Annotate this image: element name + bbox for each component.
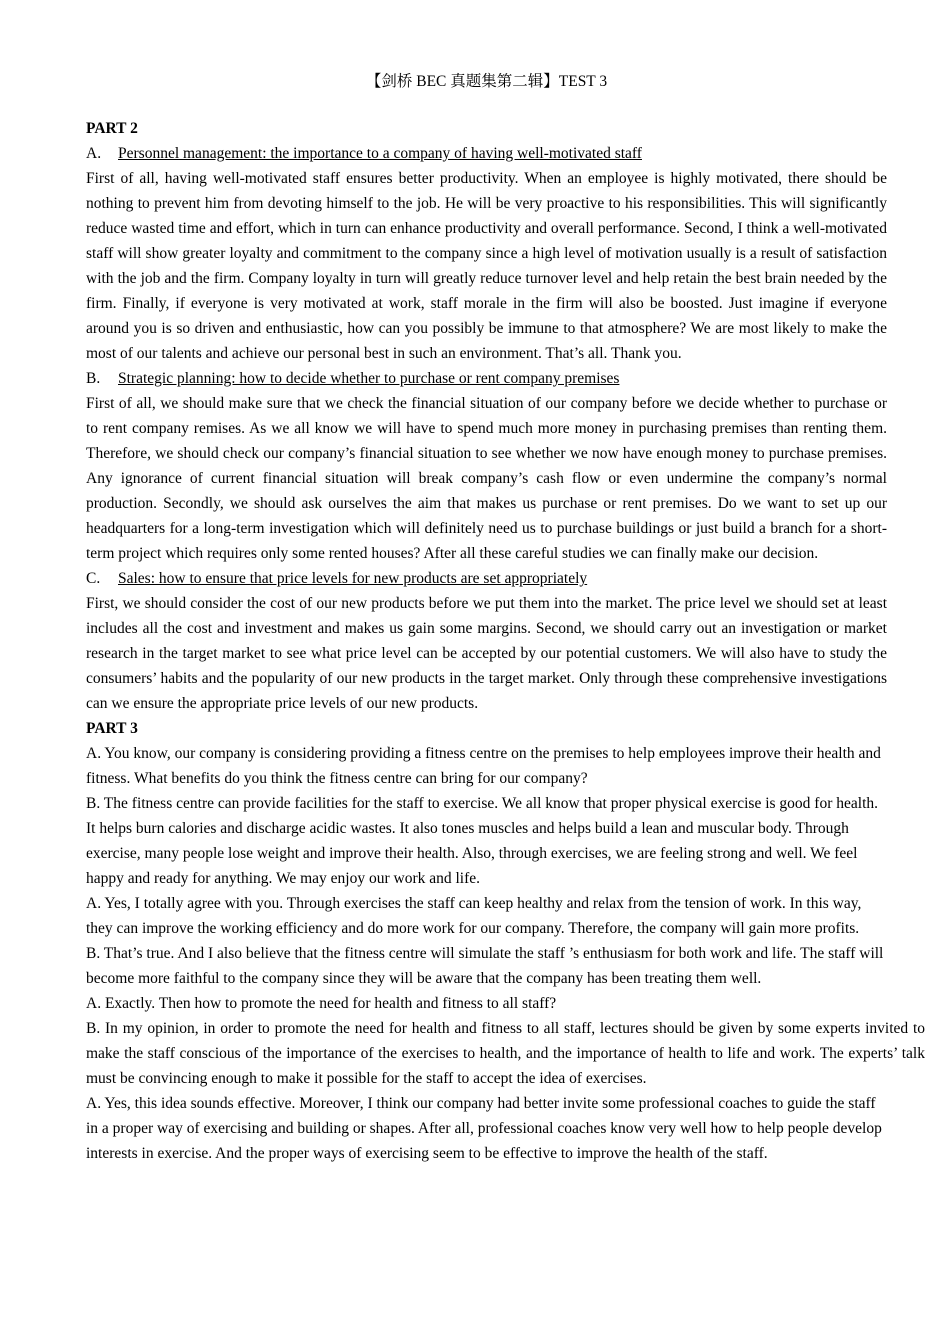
- topic-title: Sales: how to ensure that price levels for new products are set appropriately: [118, 570, 588, 587]
- dialogue-line: B. The fitness centre can provide facilities for the staff to exercise. We all know that proper physical exercise is good for health. It helps burn calories and discharge acidic wastes. It also tones muscles and helps build a lean and muscular body. Through exercise, many people lose weight and improve their health. Also, through exercises, we are feeling strong and well. We feel happy and ready for anything. We may enjoy our work and life.: [86, 795, 878, 887]
- part2-topic-a: [86, 141, 887, 166]
- part2-heading: PART 2: [86, 120, 138, 137]
- dialogue-line: B. In my opinion, in order to promote the need for health and fitness to all staff, lectures should be given by some experts invited to make the staff conscious of the importance of the exercises to health, and the importance of health to life and work. The experts’ talk must be convincing enough to make it possible for the staff to accept the idea of exercises.: [86, 1020, 925, 1087]
- part2-answer-c: First, we should consider the cost of our new products before we put them into the market. The price level we should set at least includes all the cost and investment and makes us gain some margins. Second, we should carry out an investigation or market research in the target market to see what price level can be accepted by our potential customers. We will also have to study the consumers’ habits and the popularity of our new products in the target market. Only through these comprehensive investigations can we ensure the appropriate price levels of our new products.: [86, 595, 887, 712]
- part3-heading: PART 3: [86, 720, 138, 737]
- dialogue-line: A. Exactly. Then how to promote the need for health and fitness to all staff?: [86, 995, 557, 1012]
- topic-title: Strategic planning: how to decide whether to purchase or rent company premises: [118, 370, 620, 387]
- document-title: 【剑桥 BEC 真题集第二辑】TEST 3: [365, 73, 608, 90]
- dialogue-line: A. You know, our company is considering providing a fitness centre on the premises to help employees improve their health and fitness. What benefits do you think the fitness centre can bring for our company?: [86, 745, 881, 787]
- part2-topic-c: [86, 566, 887, 591]
- topic-letter: B.: [86, 370, 101, 387]
- dialogue-line: B. That’s true. And I also believe that the fitness centre will simulate the staff ’s enthusiasm for both work and life. The staff will become more faithful to the company since they will be aware that the company has been treating them well.: [86, 945, 884, 987]
- document-page: [86, 70, 925, 1166]
- dialogue-line: A. Yes, this idea sounds effective. Moreover, I think our company had better invite some professional coaches to guide the staff in a proper way of exercising and building or shapes. After all, professional coaches know very well how to help people develop interests in exercise. And the proper ways of exercising seem to be effective to improve the health of the staff.: [86, 1095, 882, 1162]
- part2-topic-b: [86, 366, 887, 391]
- dialogue-line: A. Yes, I totally agree with you. Through exercises the staff can keep healthy and relax from the tension of work. In this way, they can improve the working efficiency and do more work for our company. Therefore, the company will gain more profits.: [86, 895, 862, 937]
- topic-title: Personnel management: the importance to a company of having well-motivated staff: [118, 145, 642, 162]
- part2-answer-a: First of all, having well-motivated staff ensures better productivity. When an employee is highly motivated, there should be nothing to prevent him from devoting himself to the job. He will be very proactive to his responsibilities. This will significantly reduce wasted time and effort, which in turn can enhance productivity and overall performance. Second, I think a well-motivated staff will show greater loyalty and commitment to the company since a high level of motivation usually is a result of satisfaction with the job and the firm. Company loyalty in turn will greatly reduce turnover level and help retain the best brain needed by the firm. Finally, if everyone is very motivated at work, staff morale in the firm will also be boosted. Just imagine if everyone around you is so driven and enthusiastic, how can you possibly be immune to that atmosphere? We are most likely to make the most of our talents and achieve our personal best in such an environment. That’s all. Thank you.: [86, 170, 887, 362]
- part2-answer-b: First of all, we should make sure that we check the financial situation of our company before we decide whether to purchase or to rent company remises. As we all know we will have to spend much more money in purchasing premises than renting them. Therefore, we should check our company’s financial situation to see whether we now have enough money to purchase premises. Any ignorance of current financial situation will break company’s cash flow or even undermine the company’s normal production. Secondly, we should ask ourselves the aim that makes us purchase or rent premises. Do we want to set up our headquarters for a long-term investigation which will definitely need us to purchase buildings or just build a branch for a short-term project which requires only some rented houses? After all these careful studies we can finally make our decision.: [86, 395, 887, 562]
- topic-letter: C.: [86, 570, 101, 587]
- topic-letter: A.: [86, 145, 102, 162]
